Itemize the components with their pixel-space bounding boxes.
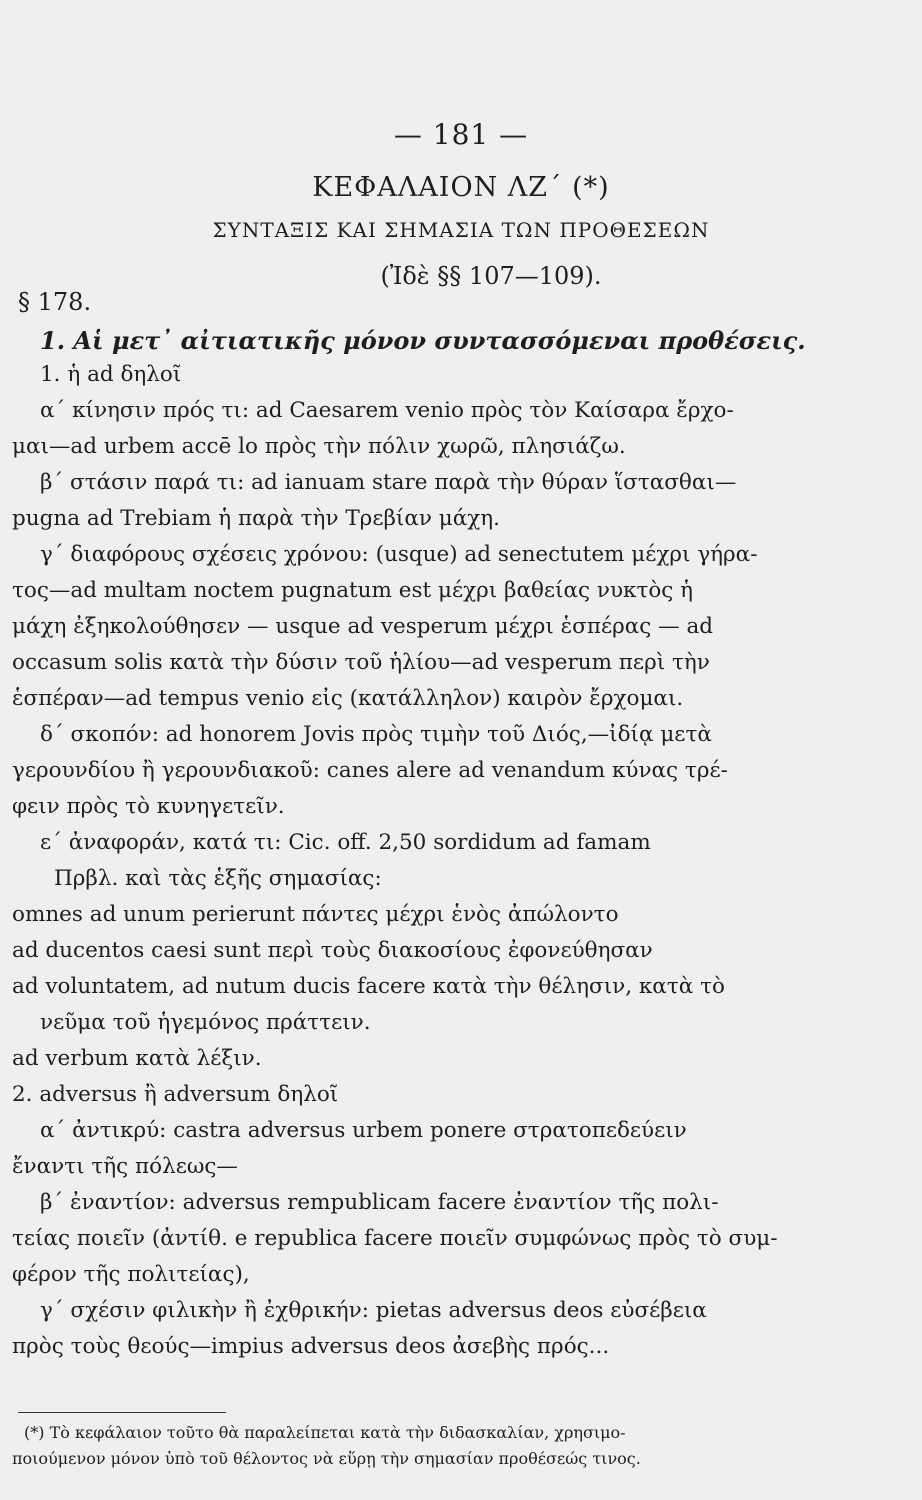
text-line: φειν πρὸς τὸ κυνηγετεῖν. [12,794,285,819]
text-line: ad verbum κατὰ λέξιν. [12,1046,262,1071]
page-number: — 181 — [393,118,529,151]
text-line: α΄ ἀντικρύ: castra adversus urbem ponere στρατοπεδεύειν [40,1118,687,1143]
text-line: ἑσπέραν—ad tempus venio εἰς (κατάλληλον) καιρὸν ἔρχομαι. [12,686,684,711]
text-line: γ΄ σχέσιν φιλικὴν ἢ ἐχθρικήν: pietas adversus deos εὐσέβεια [40,1298,707,1323]
footnote-line-2: ποιούμενον μόνον ὑπὸ τοῦ θέλοντος νὰ εὕρῃ τὴν σημασίαν προθέσεώς τινος. [12,1449,641,1468]
text-line: ad ducentos caesi sunt περὶ τοὺς διακοσίους ἐφονεύθησαν [12,938,653,963]
text-line: α΄ κίνησιν πρός τι: ad Caesarem venio πρὸς τὸν Καίσαρα ἔρχο- [40,398,734,423]
section-heading: 1. Αἱ μετ᾽ αἰτιατικῆς μόνον συντασσόμεναι προθέσεις. [40,326,806,355]
text-line: β΄ στάσιν παρά τι: ad ianuam stare παρὰ τὴν θύραν ἵστασθαι— [40,470,737,495]
footnote-divider [18,1412,226,1413]
text-line: 1. ἡ ad δηλοῖ [40,362,182,387]
text-line: δ΄ σκοπόν: ad honorem Jovis πρὸς τιμὴν τοῦ Διός,—ἰδίᾳ μετὰ [40,722,712,747]
text-line: τείας ποιεῖν (ἀντίθ. e republica facere ποιεῖν συμφώνως πρὸς τὸ συμ- [12,1226,778,1251]
chapter-subtitle: ΣΥΝΤΑΞΙΣ ΚΑΙ ΣΗΜΑΣΙΑ ΤΩΝ ΠΡΟΘΕΣΕΩΝ [212,218,710,242]
text-line: μάχη ἐξηκολούθησεν — usque ad vesperum μέχρι ἑσπέρας — ad [12,614,714,639]
text-line: occasum solis κατὰ τὴν δύσιν τοῦ ἡλίου—ad vesperum περὶ τὴν [12,650,710,675]
text-line: τος—ad multam noctem pugnatum est μέχρι βαθείας νυκτὸς ἡ [12,578,694,603]
text-line: pugna ad Trebiam ἡ παρὰ τὴν Τρεβίαν μάχη. [12,506,500,531]
text-line: γ΄ διαφόρους σχέσεις χρόνου: (usque) ad senectutem μέχρι γήρα- [40,542,758,567]
text-line: μαι—ad urbem accē lo πρὸς τὴν πόλιν χωρῶ, πλησιάζω. [12,434,626,459]
section-number: § 178. [18,288,92,316]
see-reference: (Ἰδὲ §§ 107—109). [380,262,602,290]
text-line: ε΄ ἀναφοράν, κατά τι: Cic. off. 2,50 sordidum ad famam [40,830,651,855]
text-line: β΄ ἐναντίον: adversus rempublicam facere ἐναντίον τῆς πολι- [40,1190,719,1215]
text-line: φέρον τῆς πολιτείας), [12,1262,250,1287]
text-line: νεῦμα τοῦ ἡγεμόνος πράττειν. [40,1010,371,1035]
text-line: ad voluntatem, ad nutum ducis facere κατὰ τὴν θέλησιν, κατὰ τὸ [12,974,725,999]
text-line: γερουνδίου ἢ γερουνδιακοῦ: canes alere ad venandum κύνας τρέ- [12,758,728,783]
text-line: Πρβλ. καὶ τὰς ἑξῆς σημασίας: [54,866,382,891]
text-line: πρὸς τοὺς θεούς—impius adversus deos ἀσεβὴς πρός... [12,1334,610,1359]
text-line: 2. adversus ἢ adversum δηλοῖ [12,1082,339,1107]
footnote-line-1: (*) Τὸ κεφάλαιον τοῦτο θὰ παραλείπεται κατὰ τὴν διδασκαλίαν, χρησιμο- [24,1423,626,1442]
chapter-title: ΚΕΦΑΛΑΙΟΝ ΛΖ΄ (*) [312,172,610,203]
text-line: omnes ad unum perierunt πάντες μέχρι ἑνὸς ἀπώλοντο [12,902,619,927]
text-line: ἔναντι τῆς πόλεως— [12,1154,238,1179]
